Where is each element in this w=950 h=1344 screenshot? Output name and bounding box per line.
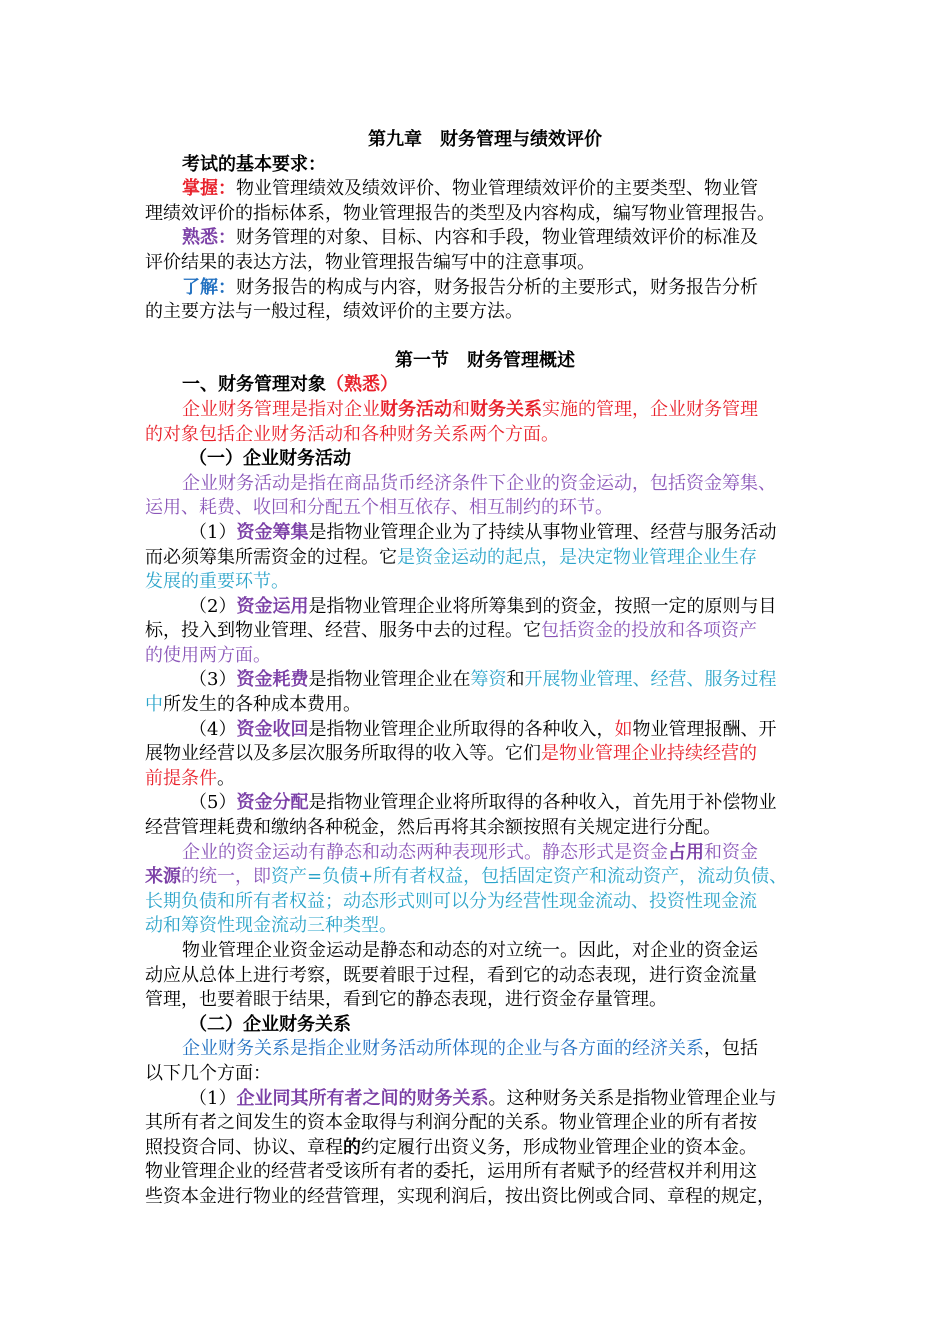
familiar-label: 熟悉： xyxy=(182,227,236,249)
chapter-title: 第九章 财务管理与绩效评价 xyxy=(368,129,602,150)
know-label: 了解： xyxy=(182,276,236,298)
item-4-line-3: 前提条件。 xyxy=(145,767,235,789)
familiar-line-1: 熟悉：财务管理的对象、目标、内容和手段，物业管理绩效评价的标准及 xyxy=(182,227,758,249)
paragraph-4-line-3: 管理，也要着眼于结果，看到它的静态表现，进行资金存量管理。 xyxy=(145,989,667,1011)
item-2-line-3: 的使用两方面。 xyxy=(145,644,271,666)
heading-financial-activities: （一）企业财务活动 xyxy=(189,448,351,470)
item-1-line-1: （1）资金筹集是指物业管理企业为了持续从事物业管理、经营与服务活动 xyxy=(189,521,777,543)
relation-1-line-1: （1）企业同其所有者之间的财务关系。这种财务关系是指物业管理企业与 xyxy=(189,1087,777,1109)
item-2-line-1: （2）资金运用是指物业管理企业将所筹集到的资金，按照一定的原则与目 xyxy=(189,595,777,617)
section-title: 第一节 财务管理概述 xyxy=(395,349,575,371)
document-page xyxy=(145,128,825,1210)
item-3-line-2: 中所发生的各种成本费用。 xyxy=(145,694,361,716)
relation-1-line-2: 其所有者之间发生的资本金取得与利润分配的关系。物业管理企业的所有者按 xyxy=(145,1112,757,1134)
item-2-line-2: 标，投入到物业管理、经营、服务中去的过程。它包括资金的投放和各项资产 xyxy=(145,620,757,642)
paragraph-3-line-4: 动和筹资性现金流动三种类型。 xyxy=(145,915,397,937)
paragraph-4-line-1: 物业管理企业资金运动是静态和动态的对立统一。因此，对企业的资金运 xyxy=(182,940,758,961)
master-line-1: 掌握：物业管理绩效及绩效评价、物业管理绩效评价的主要类型、物业管 xyxy=(182,178,758,200)
paragraph-1-line-1: 企业财务管理是指对企业财务活动和财务关系实施的管理，企业财务管理 xyxy=(182,398,758,420)
relation-1-line-5: 些资本金进行物业的经营管理，实现利润后，按出资比例或合同、章程的规定， xyxy=(145,1185,775,1207)
familiar-line-2: 评价结果的表达方法，物业管理报告编写中的注意事项。 xyxy=(145,251,595,273)
paragraph-1-line-2: 的对象包括企业财务活动和各种财务关系两个方面。 xyxy=(145,423,559,445)
requirements-heading: 考试的基本要求： xyxy=(182,153,326,175)
item-3-line-1: （3）资金耗费是指物业管理企业在筹资和开展物业管理、经营、服务过程 xyxy=(189,669,777,691)
know-line-1: 了解：财务报告的构成与内容，财务报告分析的主要形式，财务报告分析 xyxy=(182,276,758,298)
master-line-2: 理绩效评价的指标体系，物业管理报告的类型及内容构成，编写物业管理报告。 xyxy=(145,202,775,224)
paragraph-5-line-2: 以下几个方面： xyxy=(145,1062,271,1084)
paragraph-3-line-3: 长期负债和所有者权益；动态形式则可以分为经营性现金流动、投资性现金流 xyxy=(145,890,757,912)
item-4-line-1: （4）资金收回是指物业管理企业所取得的各种收入，如物业管理报酬、开 xyxy=(189,718,777,740)
item-1-line-3: 发展的重要环节。 xyxy=(145,571,289,593)
relation-1-line-4: 物业管理企业的经营者受该所有者的委托，运用所有者赋予的经营权并利用这 xyxy=(145,1161,757,1183)
item-1-line-2: 而必须筹集所需资金的过程。它是资金运动的起点，是决定物业管理企业生存 xyxy=(145,546,757,568)
relation-1-line-3: 照投资合同、协议、章程的约定履行出资义务，形成物业管理企业的资本金。 xyxy=(145,1136,757,1158)
paragraph-2-line-2: 运用、耗费、收回和分配五个相互依存、相互制约的环节。 xyxy=(145,497,613,519)
item-5-line-1: （5）资金分配是指物业管理企业将所取得的各种收入，首先用于补偿物业 xyxy=(189,792,777,814)
item-5-line-2: 经营管理耗费和缴纳各种税金，然后再将其余额按照有关规定进行分配。 xyxy=(145,817,721,839)
paragraph-2-line-1: 企业财务活动是指在商品货币经济条件下企业的资金运动，包括资金筹集、 xyxy=(182,472,776,494)
paragraph-3-line-1: 企业的资金运动有静态和动态两种表现形式。静态形式是资金占用和资金 xyxy=(182,841,758,863)
know-line-2: 的主要方法与一般过程，绩效评价的主要方法。 xyxy=(145,301,523,323)
paragraph-4-line-2: 动应从总体上进行考察，既要着眼于过程，看到它的动态表现，进行资金流量 xyxy=(145,964,757,986)
paragraph-3-line-2: 来源的统一，即资产=负债+所有者权益，包括固定资产和流动资产，流动负债、 xyxy=(145,866,788,888)
heading-finance-object: 一、财务管理对象（熟悉） xyxy=(182,374,398,396)
heading-financial-relations: （二）企业财务关系 xyxy=(189,1013,351,1035)
item-4-line-2: 展物业经营以及多层次服务所取得的收入等。它们是物业管理企业持续经营的 xyxy=(145,743,757,765)
master-label: 掌握： xyxy=(182,178,236,200)
paragraph-5-line-1: 企业财务关系是指企业财务活动所体现的企业与各方面的经济关系，包括 xyxy=(182,1038,758,1060)
